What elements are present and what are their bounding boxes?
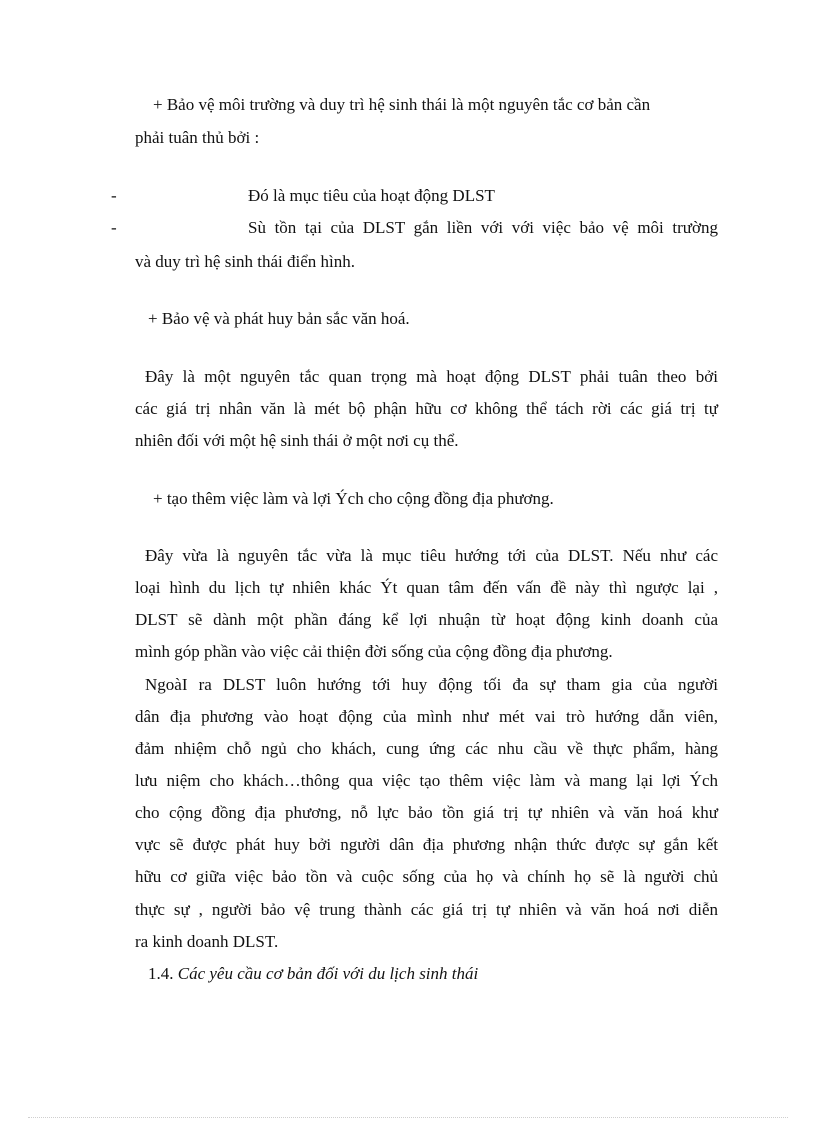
paragraph-line: cho cộng đồng địa phương, nỗ lực bảo tồn giá trị tự nhiên và văn hoá khư: [135, 803, 718, 822]
paragraph-line: vực sẽ được phát huy bởi người dân địa phương nhận thức được sự gắn kết: [135, 835, 718, 854]
paragraph-line: ra kinh doanh DLST.: [135, 932, 279, 951]
principle-heading-culture: + Bảo vệ và phát huy bản sắc văn hoá.: [148, 309, 410, 328]
principle-heading-environment-cont: phải tuân thủ bởi :: [135, 128, 260, 147]
paragraph-line: DLST sẽ dành một phần đáng kể lợi nhuận từ hoạt động kinh doanh của: [135, 610, 718, 629]
paragraph-line: các giá trị nhân văn là mét bộ phận hữu cơ không thể tách rời các giá trị tự: [135, 399, 718, 418]
bullet-item: Đó là mục tiêu của hoạt động DLST: [248, 186, 495, 205]
bullet-item: Sù tồn tại của DLST gắn liền với với việc bảo vệ môi trường: [248, 218, 718, 237]
principle-heading-community: + tạo thêm việc làm và lợi Ých cho cộng đồng địa phương.: [153, 489, 554, 508]
paragraph-line: loại hình du lịch tự nhiên khác Ýt quan tâm đến vấn đề này thì ngược lại ,: [135, 578, 718, 597]
paragraph-line: hữu cơ giữa việc bảo tồn và cuộc sống của họ và chính họ sẽ là người chủ: [135, 867, 718, 886]
paragraph-line: lưu niệm cho khách…thông qua việc tạo thêm việc làm và mang lại lợi Ých: [135, 771, 718, 790]
bullet-marker: -: [111, 186, 117, 205]
paragraph-line: Đây vừa là nguyên tắc vừa là mục tiêu hướng tới của DLST. Nếu như các: [145, 546, 718, 565]
paragraph-line: thực sự , người bảo vệ trung thành các giá trị tự nhiên và văn hoá nơi diễn: [135, 900, 718, 919]
paragraph-line: mình góp phần vào việc cải thiện đời sống của cộng đồng địa phương.: [135, 642, 613, 661]
page-bottom-divider: [28, 1117, 788, 1118]
bullet-item-cont: và duy trì hệ sinh thái điển hình.: [135, 252, 356, 271]
section-heading: [148, 963, 478, 985]
bullet-marker: -: [111, 218, 117, 237]
section-title: Các yêu cầu cơ bản đối với du lịch sinh thái: [177, 964, 479, 983]
principle-heading-environment: + Bảo vệ môi trường và duy trì hệ sinh thái là một nguyên tắc cơ bản cần: [153, 95, 651, 114]
paragraph-line: nhiên đối với một hệ sinh thái ở một nơi cụ thể.: [135, 431, 459, 450]
paragraph-line: Đây là một nguyên tắc quan trọng mà hoạt động DLST phải tuân theo bởi: [145, 367, 718, 386]
paragraph-line: NgoàI ra DLST luôn hướng tới huy động tối đa sự tham gia của người: [145, 675, 718, 694]
paragraph-line: dân địa phương vào hoạt động của mình như mét vai trò hướng dẫn viên,: [135, 707, 718, 726]
paragraph-line: đảm nhiệm chỗ ngủ cho khách, cung ứng các nhu cầu về thực phẩm, hàng: [135, 739, 718, 758]
section-number: 1.4.: [148, 964, 174, 983]
